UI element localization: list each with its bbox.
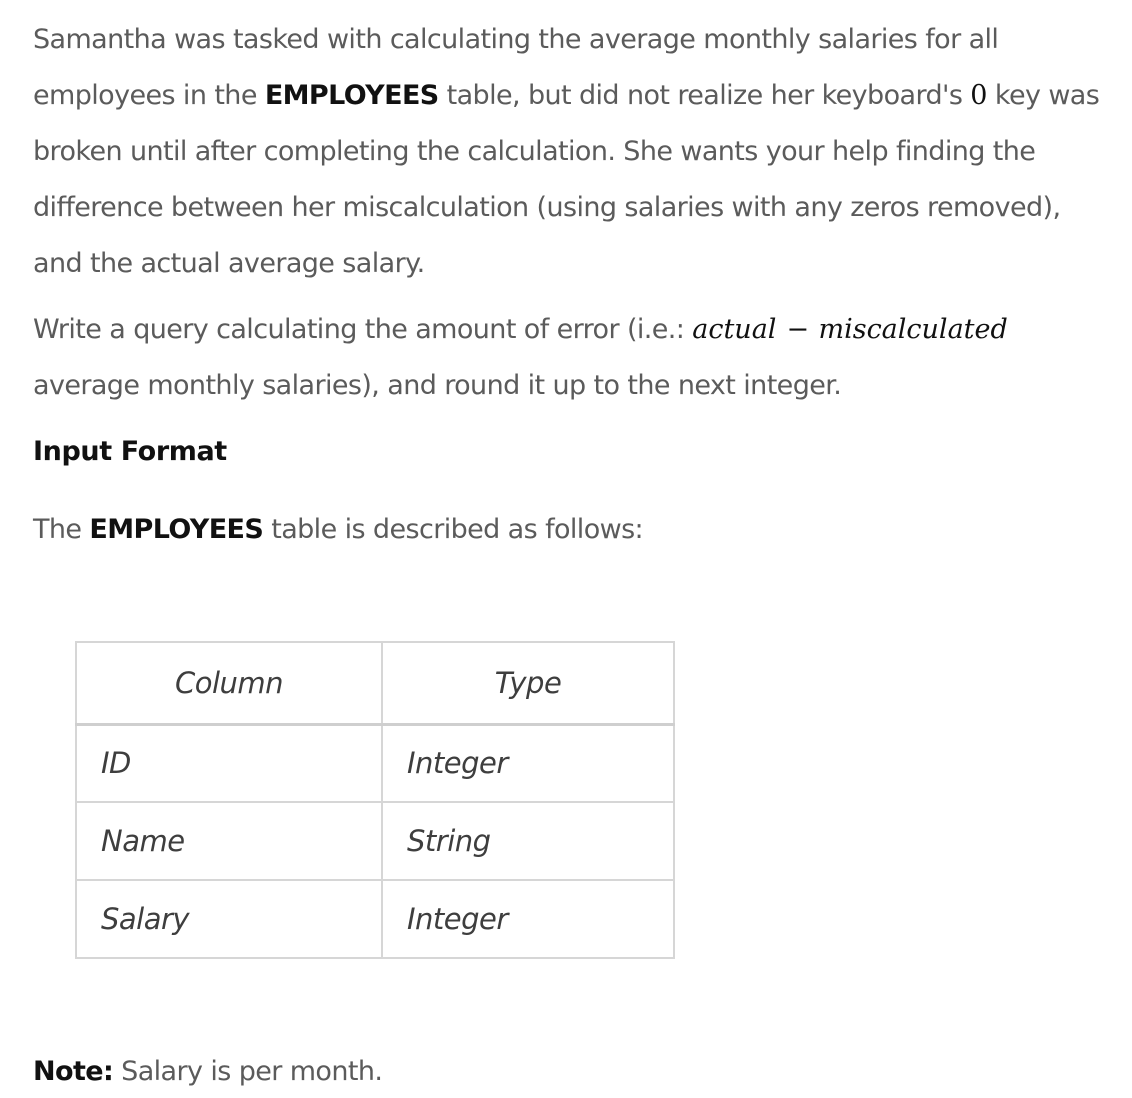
problem-description — [33, 0, 1113, 292]
instruction-text-1: Write a query calculating the amount of error (i.e.: — [33, 314, 693, 345]
desc-text-1: The — [33, 514, 90, 545]
math-miscalculated: miscalculated — [818, 314, 1008, 345]
instruction-text-2: average monthly salaries), and round it up to the next integer. — [33, 370, 842, 401]
cell-column: Name — [76, 802, 382, 880]
cell-column: Salary — [76, 880, 382, 958]
math-actual: actual — [692, 314, 777, 345]
table-description — [33, 510, 643, 550]
table-row — [76, 802, 674, 880]
header-type: Type — [382, 642, 674, 724]
query-instruction — [33, 302, 1113, 414]
note-label: Note: — [33, 1056, 114, 1087]
header-column: Column — [76, 642, 382, 724]
employees-table-name: EMPLOYEES — [264, 80, 439, 111]
table-row — [76, 880, 674, 958]
table-header-row — [76, 642, 674, 724]
desc-table-name: EMPLOYEES — [89, 514, 264, 545]
schema-table — [75, 641, 675, 959]
description-text-1: Samantha was tasked with calculating the average monthly salaries for all employees in the — [33, 24, 999, 111]
note-text: Salary is per month. — [113, 1056, 383, 1087]
zero-digit: 0 — [970, 80, 987, 111]
cell-type: String — [382, 802, 674, 880]
description-text-3: key was broken until after completing the calculation. She wants your help finding the difference between her miscalculation (using salaries with any zeros removed), and the actual average salary. — [33, 80, 1100, 279]
description-text-2: table, but did not realize her keyboard's — [438, 80, 971, 111]
cell-column: ID — [76, 724, 382, 802]
input-format-heading: Input Format — [33, 436, 227, 467]
cell-type: Integer — [382, 724, 674, 802]
table-row — [76, 724, 674, 802]
desc-text-2: table is described as follows: — [263, 514, 644, 545]
note — [33, 1052, 382, 1092]
cell-type: Integer — [382, 880, 674, 958]
math-minus: − — [786, 314, 809, 345]
